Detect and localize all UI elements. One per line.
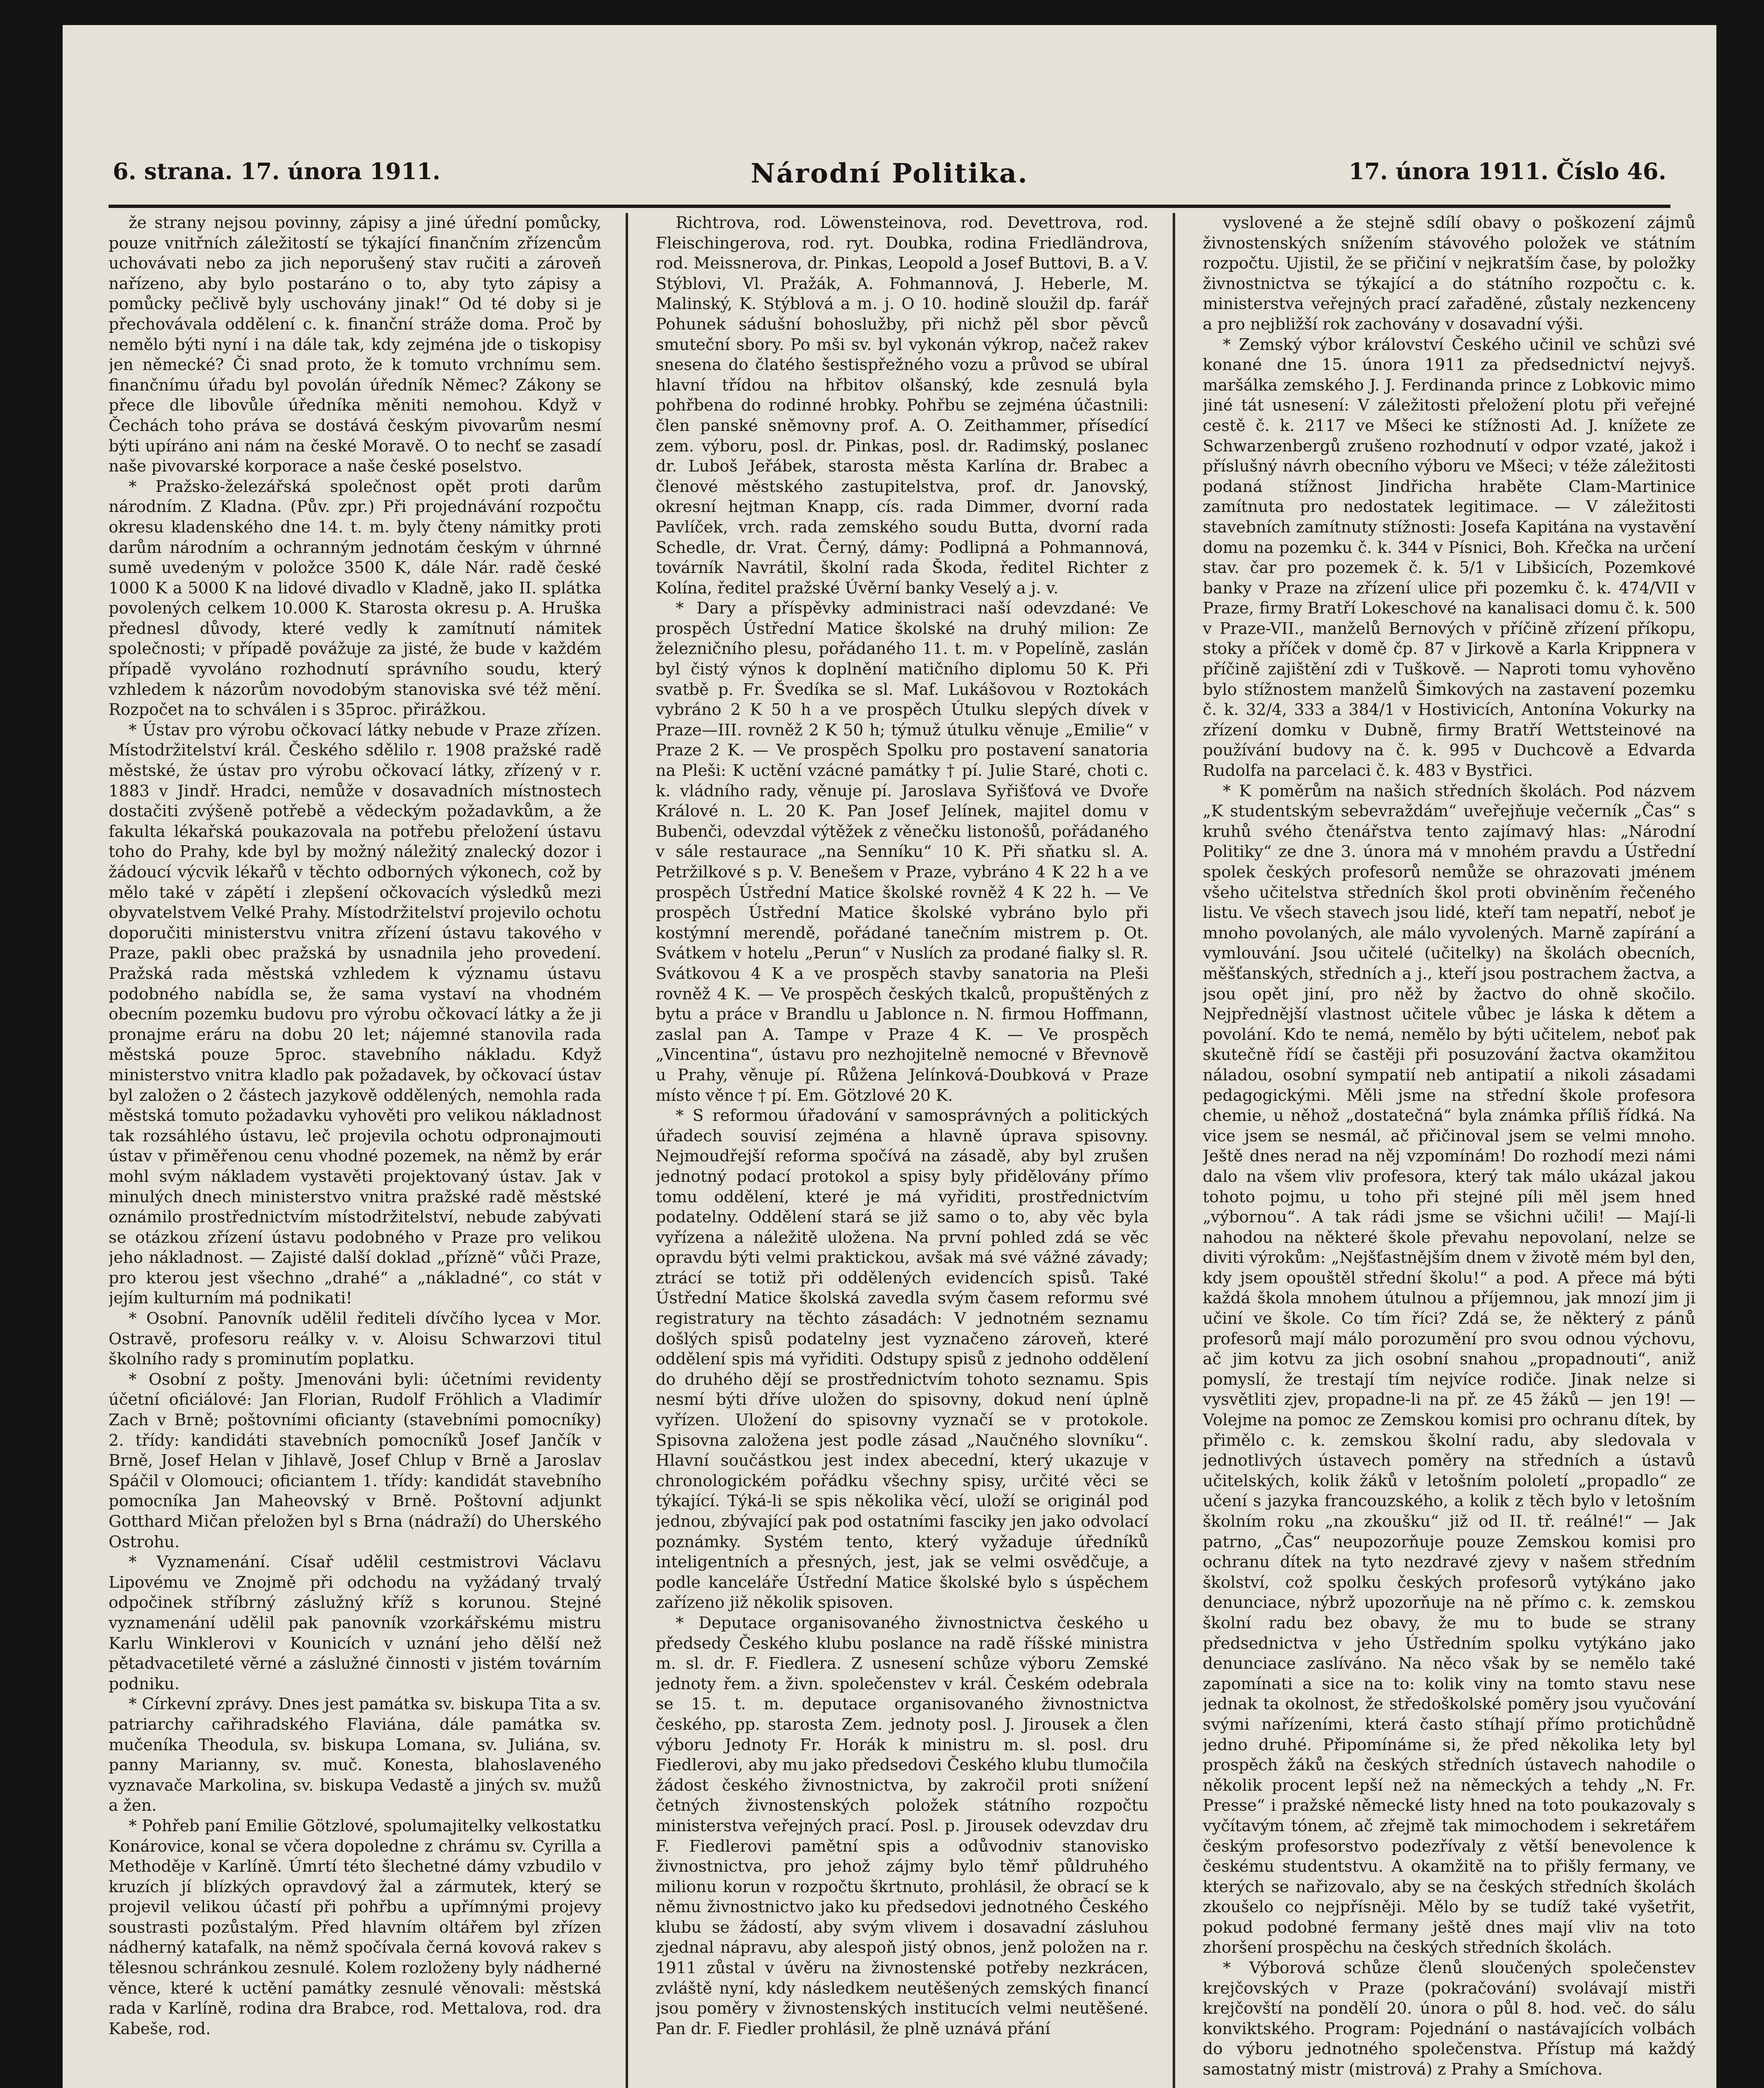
- newspaper-masthead: Národní Politika.: [750, 158, 1029, 189]
- article-paragraph: * Pražsko-železářská společnost opět proti darům národním. Z Kladna. (Pův. zpr.) Při projednávání rozpočtu okresu kladenského dne 14. t. m. byly čteny námitky proti darům národním a ochranným jednotám českým v úhrnné sumě uvedeným v položce 3500 K, dále Nár. radě české 1000 K a 5000 K na lidové divadlo v Kladně, jako II. splátka povolených celkem 10.000 K. Starosta okresu p. A. Hruška přednesl důvody, které vedly k zamítnutí námitek společnosti; v případě povážuje za jisté, že bude v každém případě vyvoláno rozhodnutí správního soudu, který vzhledem k názorům novodobým stanoviska své též mění. Rozpočet na to schválen i s 35proc. přirážkou.: [109, 477, 601, 720]
- article-paragraph: * Výborová schůze členů sloučených společenstev krejčovských v Praze (pokračování) svolávají mistři krejčovští na pondělí 20. února o půl 8. hod. več. do sálu konviktského. Program: Pojednání o nastávajících volbách do výboru jednotného společenstva. Přístup má každý samostatný mistr (mistrová) z Prahy a Smíchova.: [1203, 1959, 1696, 2079]
- page-header: [109, 150, 1670, 196]
- header-page-date: 6. strana. 17. února 1911.: [113, 158, 441, 185]
- header-issue-number: 17. února 1911. Číslo 46.: [1348, 158, 1666, 185]
- article-paragraph: * Ústav pro výrobu očkovací látky nebude v Praze zřízen. Místodržitelství král. Českého sdělilo r. 1908 pražské radě městské, že ústav pro výrobu očkovací látky, zřízený v r. 1883 v Jindř. Hradci, nemůže v dosavadních místnostech dostačiti zvýšeně potřebě a vědeckým požadavkům, a že fakulta lékařská poukazovala na potřebu přeložení ústavu toho do Prahy, kde byl by možný náležitý znalecký dozor i žádoucí výcvik lékařů v těchto odborných výkonech, což by mělo také v zápětí i zlepšení očkovacích výsledků mezi obyvatelstvem Velké Prahy. Místodržitelství projevilo ochotu doporučiti ministerstvu vnitra zřízení ústavu takového v Praze, pakli obec pražská by usnadnila jeho provedení. Pražská rada městská vzhledem k významu ústavu podobného nabídla se, že sama vystaví na vhodném obecním pozemku budovu pro výrobu očkovací látky a že ji pronajme eráru na dobu 20 let; nájemné stanovila rada městská pouze 5proc. stavebního nákladu. Když ministerstvo vnitra kladlo pak požadavek, by očkovací ústav byl založen o 2 částech jazykově oddělených, nemohla rada městská tomuto požadavku vyhověti pro velikou nákladnost tak rozsáhlého ústavu, leč projevila ochotu odpronajmouti ústav v přiměřenou cenu vhodné pozemek, na němž by erár mohl svým nákladem vystavěti projektovaný ústav. Jak v minulých dnech ministerstvo vnitra pražské radě městské oznámilo prostřednictvím místodržitelství, nebude zabývati se otázkou zřízení ústavu podobného v Praze pro velikou jeho nákladnost. — Zajisté další doklad „přízně“ vůči Praze, pro kterou jest všechno „drahé“ a „nákladné“, co stát v jejím kulturním má podnikati!: [109, 720, 601, 1308]
- article-paragraph: že strany nejsou povinny, zápisy a jiné úřední pomůcky, pouze vnitřních záležitostí se týkající finančním zřízencům uchovávati nebo za jich neporušený stav ručiti a zároveň nařízeno, aby bylo postaráno o to, aby tyto zápisy a pomůcky pečlivě byly uschovány jinak!“ Od té doby si je přechovávala oddělení c. k. finanční stráže doma. Proč by nemělo býti nyní i na dále tak, kdy zejména jde o tiskopisy jen německé? Či snad proto, že k tomuto vrchnímu sem. finančnímu úřadu byl povolán úředník Němec? Zákony se přece dle libovůle úředníka měniti nemohou. Když v Čechách toho práva se dostává českým pivovarům nesmí býti upíráno ani nám na české Moravě. O to nechť se zasadí naše pivovarské korporace a naše české poselstvo.: [109, 213, 601, 476]
- column-3: [1203, 213, 1696, 2088]
- newspaper-page: [63, 25, 1716, 2088]
- column-1: [109, 213, 601, 2088]
- column-2: [656, 213, 1148, 2088]
- article-paragraph: * Dary a příspěvky administraci naší odevzdané: Ve prospěch Ústřední Matice školské na druhý milion: Ze železničního plesu, pořádaného 11. t. m. v Popelíně, zaslán byl čistý výnos k doplnění matičního diplomu 50 K. Při svatbě p. Fr. Švedíka se sl. Maf. Lukášovou v Roztokách vybráno 2 K 50 h a ve prospěch Útulku slepých dívek v Praze—III. rovněž 2 K 50 h; týmuž útulku věnuje „Emilie“ v Praze 2 K. — Ve prospěch Spolku pro postavení sanatoria na Pleši: K uctění vzácné památky † pí. Julie Staré, choti c. k. vládního rady, věnuje pí. Jaroslava Syřišťová ve Dvoře Králové n. L. 20 K. Pan Josef Jelínek, majitel domu v Bubenči, odevzdal výtěžek z věnečku listonošů, pořádaného v sále restaurace „na Senníku“ 10 K. Při sňatku sl. A. Petržilkové s p. V. Benešem v Praze, vybráno 4 K 22 h a ve prospěch Ústřední Matice školské rovněž 4 K 22 h. — Ve prospěch Ústřední Matice školské vybráno bylo při kostýmní merendě, pořádané tanečním mistrem p. Ot. Svátkem v hotelu „Perun“ v Nuslích za prodané fialky sl. R. Svátkovou 4 K a ve prospěch stavby sanatoria na Pleši rovněž 4 K. — Ve prospěch českých tkalců, propuštěných z bytu a práce v Brandlu u Jablonce n. N. firmou Hoffmann, zaslal pan A. Tampe v Praze 4 K. — Ve prospěch „Vincentina“, ústavu pro nezhojitelně nemocné v Břevnově u Prahy, věnuje pí. Růžena Jelínková-Doubková v Praze místo věnce † pí. Em. Götzlové 20 K.: [656, 599, 1148, 1105]
- header-rule: [109, 205, 1670, 208]
- article-paragraph: * Zemský výbor království Českého učinil ve schůzi své konané dne 15. února 1911 za předsednictví nejvyš. maršálka zemského J. J. Ferdinanda prince z Lobkovic mimo jiné tát usnesení: V záležitosti přeložení plotu při veřejné cestě č. k. 2117 ve Mšeci ke stížnosti Ad. J. knížete ze Schwarzenbergů zrušeno rozhodnutí v odpor vzaté, jakož i příslušný návrh obecního výboru ve Mšeci; v téže záležitosti podaná stížnost Jindřicha hraběte Clam-Martinice zamítnuta pro nedostatek legitimace. — V záležitosti stavebních zamítnuty stížnosti: Josefa Kapitána na vystavění domu na pozemku č. k. 344 v Písnici, Boh. Křečka na určení stav. čar pro pozemek č. k. 5/1 v Libšicích, Pozemkové banky v Praze na zřízení ulice při pozemku č. k. 474/VII v Praze, firmy Bratří Lokeschové na kanalisaci domu č. k. 500 v Praze-VII., manželů Bernových v příčině zřízení příkopu, stoky a příček v domě čp. 87 v Jirkově a Karla Krippnera v příčině zajištění zdi v Tuškově. — Naproti tomu vyhověno bylo stížnostem manželů Šimkových na zastavení pozemku č. k. 32/4, 333 a 384/1 v Hostivicích, Antonína Vokurky na zřízení domku v Dubně, firmy Bratří Wettsteinové na používání budovy na č. k. 995 v Duchcově a Edvarda Rudolfa na parcelaci č. k. 483 v Bystřici.: [1203, 335, 1696, 780]
- column-divider: [1173, 213, 1175, 2088]
- column-divider: [626, 213, 628, 2088]
- article-paragraph: vyslovené a že stejně sdílí obavy o poškození zájmů živnostenských snížením stávového položek ve státním rozpočtu. Ujistil, že se přičiní v nejkratším čase, by položky živnostnictva se týkající a do státního rozpočtu c. k. ministerstva veřejných prací zařaděné, zůstaly nezkenceny a pro nejbližší rok zachovány v dosavadní výši.: [1203, 213, 1696, 334]
- article-paragraph: * Osobní z pošty. Jmenováni byli: účetními revidenty účetní oficiálové: Jan Florian, Rudolf Fröhlich a Vladimír Zach v Brně; poštovními oficianty (stavebními pomocníky) 2. třídy: kandidáti stavebních pomocníků Josef Jančík v Brně, Josef Helan v Jihlavě, Josef Chlup v Brně a Jaroslav Spáčil v Olomouci; oficiantem 1. třídy: kandidát stavebního pomocníka Jan Maheovský v Brně. Poštovní adjunkt Gotthard Mičan přeložen byl s Brna (nádraží) do Uherského Ostrohu.: [109, 1370, 601, 1551]
- article-paragraph: * Pohřeb paní Emilie Götzlové, spolumajitelky velkostatku Konárovice, konal se včera dopoledne z chrámu sv. Cyrilla a Methoděje v Karlíně. Úmrtí této šlechetné dámy vzbudilo v kruzích jí blízkých opravdový žal a zármutek, který se projevil velikou účastí při pohřbu a upřímnými projevy soustrasti pozůstalým. Před hlavním oltářem byl zřízen nádherný katafalk, na němž spočívala černá kovová rakev s tělesnou schránkou zesnulé. Kolem rozloženy byly nádherné věnce, které k uctění památky zesnulé věnovali: městská rada v Karlíně, rodina dra Brabce, rod. Mettalova, rod. dra Kabeše, rod.: [109, 1816, 601, 2038]
- article-paragraph: * S reformou úřadování v samosprávných a politických úřadech souvisí zejména a hlavně úprava spisovny. Nejmoudřejší reforma spočívá na zásadě, aby byl zrušen jednotný podací protokol a spisy byly přidělovány přímo tomu oddělení, které je má vyřiditi, prostřednictvím podatelny. Oddělení stará se již samo o to, aby věc byla vyřízena a náležitě uložena. Na první pohled zdá se věc opravdu býti velmi praktickou, avšak má své vážné závady; ztrácí se totiž při oddělených evidencích spisů. Také Ústřední Matice školská zavedla svým časem reformu své registratury na těchto zásadách: V jednotném seznamu došlých spisů podatelny jest vyznačeno zároveň, které oddělení spis má vyřiditi. Odstupy spisů z jednoho oddělení do druhého dějí se prostřednictvím tohoto seznamu. Spis nesmí býti dříve uložen do spisovny, dokud není úplně vyřízen. Uložení do spisovny vyznačí se v protokole. Spisovna založena jest podle zásad „Naučného slovníku“. Hlavní součástkou jest index abecední, který ukazuje v chronologickém pořádku všechny spisy, určité věci se týkající. Týká-li se spis několika věcí, uloží se originál pod jednou, zbývající pak pod ostatními fasciky jen jako odvolací poznámky. Systém tento, který vyžaduje úředníků inteligentních a přesných, jest, jak se velmi osvědčuje, a podle kanceláře Ústřední Matice školské bylo s úspěchem zařízeno již několik spisoven.: [656, 1106, 1148, 1612]
- article-paragraph: * Osobní. Panovník udělil řediteli dívčího lycea v Mor. Ostravě, profesoru reálky v. v. Aloisu Schwarzovi titul školního rady s prominutím poplatku.: [109, 1309, 601, 1369]
- article-paragraph: Richtrova, rod. Löwensteinova, rod. Devettrova, rod. Fleischingerova, rod. ryt. Doubka, rodina Friedländrova, rod. Meissnerova, dr. Pinkas, Leopold a Josef Buttovi, B. a V. Stýblovi, Vl. Pražák, A. Fohmannová, J. Heberle, M. Malinský, K. Stýblová a m. j. O 10. hodině sloužil dp. farář Pohunek sádušní bohoslužby, při nichž pěl sbor pěvců smuteční sbory. Po mši sv. byl vykonán výkrop, načež rakev snesena do člatého šestispřežného vozu a průvod se ubíral hlavní třídou na hřbitov olšanský, kde zesnulá byla pohřbena do rodinné hrobky. Pohřbu se zejména účastnili: člen panské sněmovny prof. A. O. Zeithammer, přísedící zem. výboru, posl. dr. Pinkas, posl. dr. Radimský, poslanec dr. Luboš Jeřábek, starosta města Karlína dr. Brabec a členové městského zastupitelstva, prof. dr. Janovský, okresní hejtman Knapp, cís. rada Dimmer, dvorní rada Pavlíček, vrch. rada zemského soudu Butta, dvorní rada Schedle, dr. Vrat. Černý, dámy: Podlipná a Pohmannová, továrník Navrátil, školní rada Škoda, ředitel Richter z Kolína, ředitel pražské Úvěrní banky Veselý a j. v.: [656, 213, 1148, 598]
- article-paragraph: * K poměrům na našich středních školách. Pod názvem „K studentským sebevraždám“ uveřejňuje večerník „Čas“ s kruhů svého čtenářstva tento zajímavý hlas: „Národní Politiky“ ze dne 3. února má v mnohém pravdu a Ústřední spolek českých profesorů nemůže se ohrazovati jménem všeho učitelstva středních škol proti obviněním řečeného listu. Ve všech stavech jsou lidé, kteří tam nepatří, neboť je mnoho povolaných, ale málo vyvolených. Marně zapírání a vymlouvání. Jsou učitelé (učitelky) na školách obecních, měšťanských, středních a j., kteří jsou postrachem žactva, a jsou opět jiní, pro něž by žactvo do ohně skočilo. Nejpřednější vlastnost učitele vůbec je láska k dětem a povolání. Kdo te nemá, nemělo by býti učitelem, neboť pak skutečně řídí se častěji při posuzování žactva okamžitou náladou, osobní sympatií neb antipatií a nikoli zásadami pedagogickými. Měli jsme na střední škole profesora chemie, u něhož „dostatečná“ byla známka příliš řídká. Na vice jsem se nesmál, ač přičinoval jsem se velmi mnoho. Ještě dnes nerad na něj vzpomínám! Do rozhodí mezi námi dalo na všem vliv profesora, který tak málo ukázal jakou tohoto pojmu, u toho při stejné píli měl jsem hned „výbornou“. A tak rádi jsme se všichni učili! — Mají-li nahodou na některé škole převahu nepovolaní, nelze se diviti výrokům: „Nejšťastnějším dnem v životě mém byl den, kdy jsem opouštěl střední školu!“ a pod. A přece má býti každá škola mnohem útulnou a příjemnou, jak mnozí jim ji učiní ve škole. Co tím říci? Zdá se, že některý z pánů profesorů mají málo porozumění pro svou odnou výchovu, ač jim kotvu za jich osobní snahou „propadnouti“, aniž pomyslí, že trestají tím nejvíce rodiče. Jinak nelze si vysvětliti zjev, propadne-li na př. ze 45 žáků — jen 19! — Volejme na pomoc ze Zemskou komisi pro ochranu dítek, by přimělo c. k. zemskou školní radu, aby sledovala v jednotlivých ústavech poměry na středních a ústavů učitelských, kolik žáků v letošním pololetí „propadlo“ ze učení s jazyka francouzského, a kolik z těch bylo v letošním školním roku „na zkoušku“ již od II. tř. reálné!“ — Jak patrno, „Čas“ neupozorňuje pouze Zemskou komisi pro ochranu dítek na tyto nezdravé zjevy v našem středním školství, což spolku českých profesorů vytýkáno jako denunciace, nýbrž upozorňuje na ně přímo c. k. zemskou školní radu bez obavy, že mu to bude se strany předsednictva v jeho Ústředním spolku vytýkáno jako denunciace zaslíváno. Na něco však by se nemělo také zapomínati a sice na to: kolik viny na tomto stavu nese jednak ta okolnost, že středoškolské poměry jsou vyučování svými nařízeními, která často stíhají přímo protichůdně jedno druhé. Připomínáme si, že před několika lety byl prospěch žáků na českých středních ústavech nahodile o několik procent lepší než na německých a tehdy „N. Fr. Presse“ i pražské německé listy hned na toto poukazovaly s vyčítavým tónem, ač zřejmě tak mimochodem i sekretářem českým profesorstvo podezřívaly z větší benevolence k českému studentstvu. A okamžitě na to přišly fermany, ve kterých se nařizovalo, aby se na českých středních školách zkoušelo co nejpřísněji. Mělo by se tudíž také vyšetřit, pokud podobné fermany ještě dnes mají vliv na toto zhoršení prospěchu na českých středních školách.: [1203, 781, 1696, 1957]
- article-columns: [109, 213, 1696, 2088]
- article-paragraph: * Církevní zprávy. Dnes jest památka sv. biskupa Tita a sv. patriarchy cařihradského Flaviána, dále památka sv. mučeníka Theodula, sv. biskupa Lomana, sv. Juliána, sv. panny Marianny, sv. muč. Konesta, blahoslaveného vyznavače Markolina, sv. biskupa Vedastě a jiných sv. mužů a žen.: [109, 1695, 601, 1815]
- article-paragraph: * Deputace organisovaného živnostnictva českého u předsedy Českého klubu poslance na radě říšské ministra m. sl. dr. F. Fiedlera. Z usnesení schůze výboru Zemské jednoty řem. a živn. společenstev v král. Českém odebrala se 15. t. m. deputace organisovaného živnostnictva českého, pp. starosta Zem. jednoty posl. J. Jirousek a člen výboru Jednoty Fr. Horák k ministru m. sl. posl. dru Fiedlerovi, aby mu jako předsedovi Českého klubu tlumočila žádost českého živnostnictva, by zakročil proti snížení četných živnostenských položek státního rozpočtu ministerstva veřejných prací. Posl. p. Jirousek odevzdav dru F. Fiedlerovi pamětní spis a odůvodniv stanovisko živnostnictva, pro jehož zájmy bylo těmř půldruhého milionu korun v rozpočtu škrtnuto, prohlásil, že obrací se k němu živnostnictvo jako ku předsedovi jednotného Českého klubu se žádostí, aby svým vlivem i dosavadní zásluhou zjednal nápravu, aby alespoň jistý obnos, jenž položen na r. 1911 zůstal v úvěru na živnostenské potřeby nezkrácen, zvláště nyní, kdy následkem neutěšených zemských financí jsou poměry v živnostenských institucích velmi neutěšené. Pan dr. F. Fiedler prohlásil, že plně uznává přání: [656, 1613, 1148, 2038]
- article-paragraph: * Vyznamenání. Císař udělil cestmistrovi Václavu Lipovému ve Znojmě při odchodu na vyžádaný trvalý odpočinek stříbrný záslužný kříž s korunou. Stejné vyznamenání udělil pak panovník vzorkářskému mistru Karlu Winklerovi v Kounicích v uznání jeho dělší než pětadvacetileté věrné a záslužné činnosti v jistém továrním podniku.: [109, 1553, 601, 1693]
